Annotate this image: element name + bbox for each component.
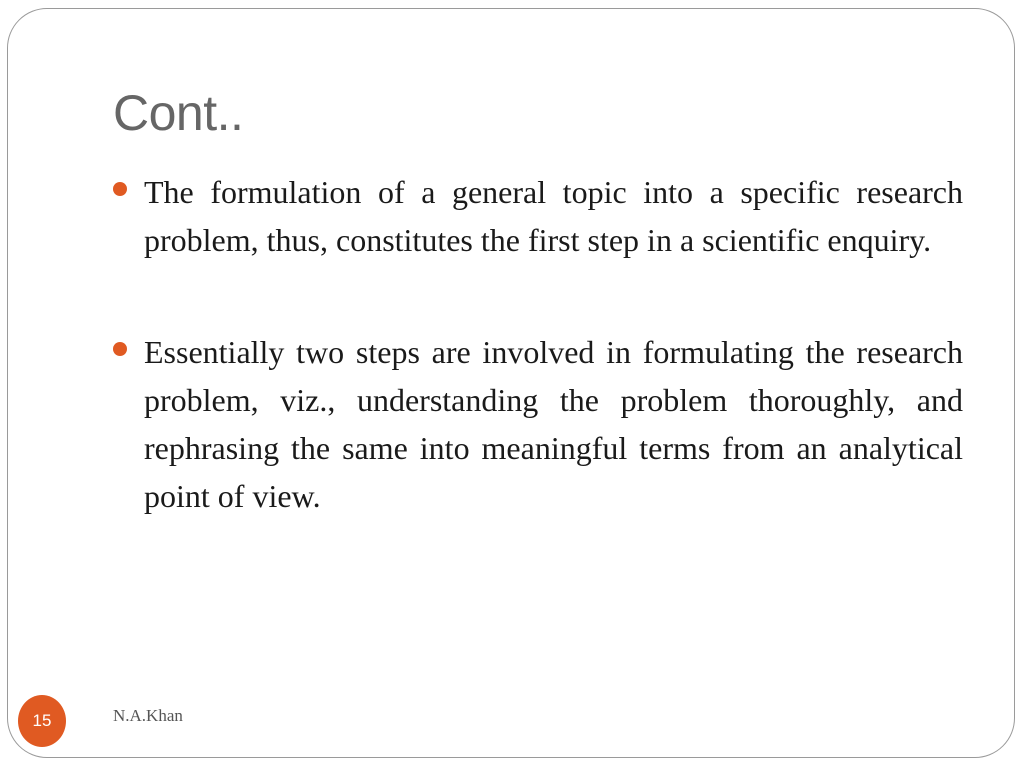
bullet-text: The formulation of a general topic into a specific research problem, thus, constitutes the first step in a scientific enquiry.: [144, 174, 963, 258]
bullet-item: [113, 328, 963, 520]
bullet-dot-icon: [113, 342, 127, 356]
bullet-item: [113, 168, 963, 264]
footer-author: N.A.Khan: [113, 706, 183, 725]
slide-title: Cont..: [113, 85, 244, 141]
bullet-text: Essentially two steps are involved in formulating the research problem, viz., understanding the problem thoroughly, and rephrasing the same into meaningful terms from an analytical point of view.: [144, 334, 963, 514]
page-number-badge: [18, 695, 66, 747]
page-number: 15: [32, 711, 52, 730]
bullet-list: [113, 168, 963, 520]
bullet-dot-icon: [113, 182, 127, 196]
